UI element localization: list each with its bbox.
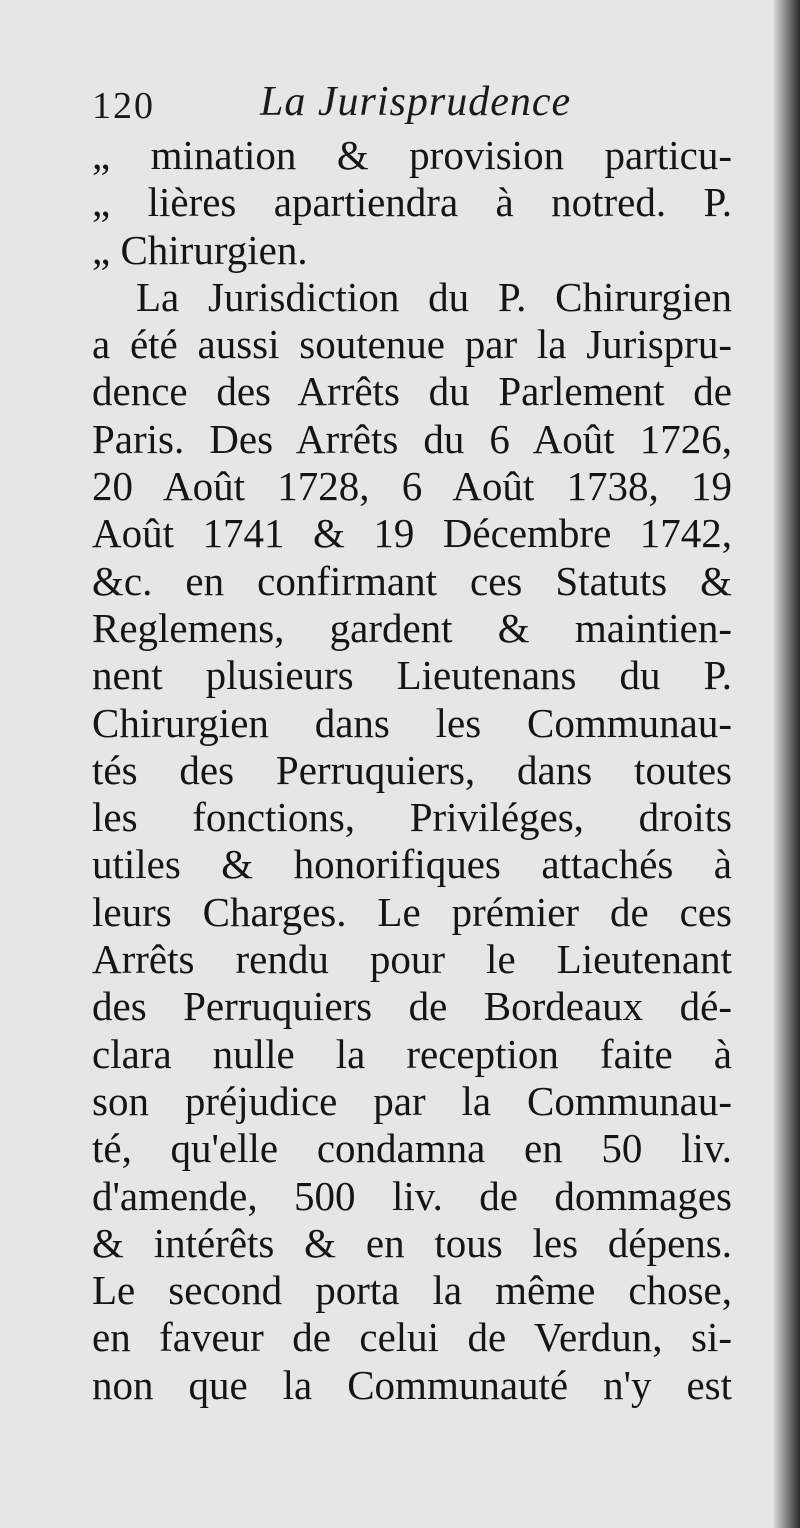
text-line: a été aussi soutenue par la Jurispru-: [92, 321, 732, 368]
book-spine-edge: [774, 0, 800, 1528]
text-line: dence des Arrêts du Parlement de: [92, 368, 732, 415]
running-title: La Jurisprudence: [260, 79, 572, 125]
text-line: &c. en confirmant ces Statuts &: [92, 557, 732, 604]
text-line: Août 1741 & 19 Décembre 1742,: [92, 510, 732, 557]
text-line: Arrêts rendu pour le Lieutenant: [92, 936, 732, 983]
text-line: & intérêts & en tous les dépens.: [92, 1219, 732, 1266]
text-line: utiles & honorifiques attachés à: [92, 841, 732, 888]
running-head: [92, 78, 712, 138]
text-line: „ mination & provision particu-: [92, 132, 732, 178]
text-line: leurs Charges. Le prémier de ces: [92, 888, 732, 935]
text-line: des Perruquiers de Bordeaux dé-: [92, 983, 732, 1030]
text-line: son préjudice par la Communau-: [92, 1077, 732, 1124]
page-number: 120: [92, 85, 155, 127]
text-line: té, qu'elle condamna en 50 liv.: [92, 1125, 732, 1172]
text-line: en faveur de celui de Verdun, si-: [92, 1314, 732, 1361]
text-line: „ lières apartiendra à notred. P.: [92, 179, 732, 226]
text-line: nent plusieurs Lieutenans du P.: [92, 652, 732, 699]
text-line: clara nulle la reception faite à: [92, 1030, 732, 1077]
text-line: „ Chirurgien.: [92, 226, 308, 273]
text-line: Chirurgien dans les Communau-: [92, 699, 732, 746]
text-line: Reglemens, gardent & maintien-: [92, 604, 732, 651]
text-line: 20 Août 1728, 6 Août 1738, 19: [92, 463, 732, 510]
text-line: Paris. Des Arrêts du 6 Août 1726,: [92, 415, 732, 462]
text-line: les fonctions, Priviléges, droits: [92, 794, 732, 841]
text-line: non que la Communauté n'y est: [92, 1361, 732, 1408]
body-text: [92, 132, 732, 1409]
paragraph-start-line: La Jurisdiction du P. Chirurgien: [136, 273, 732, 320]
text-line: Le second porta la même chose,: [92, 1267, 732, 1314]
text-line: tés des Perruquiers, dans toutes: [92, 746, 732, 793]
text-line: d'amende, 500 liv. de dommages: [92, 1172, 732, 1219]
